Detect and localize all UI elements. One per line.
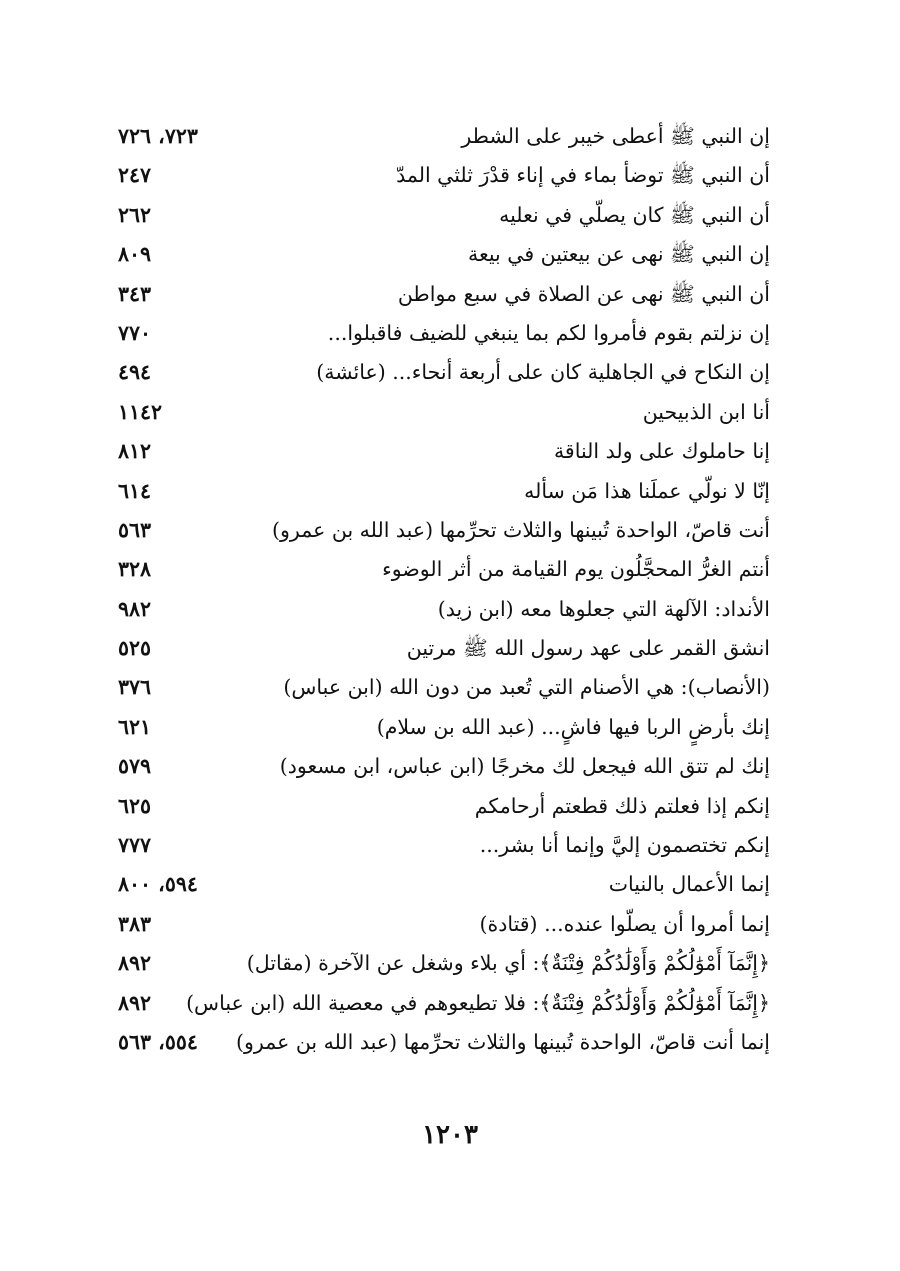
index-entry [118, 197, 770, 236]
entry-page-refs: ٣٢٨ [118, 557, 152, 582]
entry-page-refs: ٧٧٧ [118, 833, 152, 858]
index-entry [118, 551, 770, 590]
hadith-index-list [118, 118, 770, 1063]
entry-page-refs: ٥٦٣ [118, 517, 152, 542]
index-entry [118, 433, 770, 472]
entry-page-refs: ٦٢٥ [118, 793, 152, 818]
entry-page-refs: ٩٨٢ [118, 596, 152, 621]
entry-page-refs: ٧٢٣، ٧٢٦ [118, 124, 198, 148]
index-entry [118, 709, 770, 748]
index-entry [118, 669, 770, 708]
entry-text: إنا حاملوك على ولد الناقة [553, 439, 770, 464]
entry-text: إنك لم تتق الله فيجعل لك مخرجًا (ابن عباس، ابن مسعود) [279, 754, 770, 779]
entry-text: أنتم الغرُّ المحجَّلُون يوم القيامة من أثر الوضوء [382, 557, 770, 582]
index-entry [118, 630, 770, 669]
entry-text: أنا ابن الذبيحين [642, 399, 770, 424]
entry-page-refs: ٨٩٢ [118, 951, 152, 976]
entry-text: إنكم تختصمون إليَّ وإنما أنا بشر... [479, 833, 770, 858]
entry-page-refs: ٢٦٢ [118, 202, 152, 227]
entry-text: إن النبي ﷺ نهى عن بيعتين في بيعة [467, 242, 770, 267]
index-entry [118, 473, 770, 512]
entry-text: إن نزلتم بقوم فأمروا لكم بما ينبغي للضيف فاقبلوا... [327, 320, 770, 345]
entry-page-refs: ١١٤٢ [118, 399, 163, 424]
entry-text: ﴿إِنَّمَآ أَمْوَٰلُكُمْ وَأَوْلَٰدُكُمْ فِتْنَةٌ﴾: فلا تطيعوهم في معصية الله (ابن عباس) [186, 990, 770, 1015]
page-number: ١٢٠٣ [422, 1120, 478, 1150]
entry-text: إنك بأرضٍ الربا فيها فاشٍ... (عبد الله بن سلام) [376, 714, 770, 739]
entry-text: إن النكاح في الجاهلية كان على أربعة أنحاء... (عائشة) [316, 360, 770, 385]
entry-page-refs: ٢٤٧ [118, 163, 152, 188]
entry-text: إنما الأعمال بالنيات [608, 872, 770, 897]
entry-text: إنّا لا نولّي عملَنا هذا مَن سأله [524, 478, 770, 503]
index-entry [118, 788, 770, 827]
index-entry [118, 906, 770, 945]
entry-page-refs: ٥٢٥ [118, 636, 152, 661]
index-entry [118, 985, 770, 1024]
entry-page-refs: ٥٧٩ [118, 754, 152, 779]
entry-page-refs: ٧٧٠ [118, 320, 152, 345]
index-entry [118, 512, 770, 551]
index-entry [118, 354, 770, 393]
entry-page-refs: ٥٥٤، ٥٦٣ [118, 1029, 198, 1054]
entry-page-refs: ٦١٤ [118, 478, 152, 503]
entry-page-refs: ٣٧٦ [118, 675, 152, 700]
entry-page-refs: ٥٩٤، ٨٠٠ [118, 872, 198, 897]
entry-text: انشق القمر على عهد رسول الله ﷺ مرتين [406, 636, 770, 661]
index-entry [118, 157, 770, 196]
index-entry [118, 236, 770, 275]
entry-page-refs: ٨٩٢ [118, 990, 152, 1015]
entry-text: أن النبي ﷺ كان يصلّي في نعليه [499, 202, 770, 227]
index-entry [118, 315, 770, 354]
index-entry [118, 591, 770, 630]
index-entry [118, 276, 770, 315]
entry-page-refs: ٦٢١ [118, 714, 152, 739]
entry-text: ﴿إِنَّمَآ أَمْوَٰلُكُمْ وَأَوْلَٰدُكُمْ فِتْنَةٌ﴾: أي بلاء وشغل عن الآخرة (مقاتل) [246, 951, 770, 976]
entry-text: إنما أمروا أن يصلّوا عنده... (قتادة) [479, 911, 770, 936]
entry-text: أن النبي ﷺ توضأ بماء في إناء قدْرَ ثلثي المدّ [396, 163, 770, 188]
entry-page-refs: ٣٨٣ [118, 911, 152, 936]
entry-text: أنت قاصّ، الواحدة تُبينها والثلاث تحرِّمها (عبد الله بن عمرو) [272, 517, 770, 542]
entry-text: إنما أنت قاصّ، الواحدة تُبينها والثلاث تحرِّمها (عبد الله بن عمرو) [236, 1029, 770, 1054]
index-entry [118, 118, 770, 157]
index-entry [118, 866, 770, 905]
entry-text: الأنداد: الآلهة التي جعلوها معه (ابن زيد) [437, 596, 770, 621]
entry-page-refs: ٨٠٩ [118, 242, 152, 267]
entry-page-refs: ٨١٢ [118, 439, 152, 464]
entry-text: أن النبي ﷺ نهى عن الصلاة في سبع مواطن [397, 281, 770, 306]
entry-text: إنكم إذا فعلتم ذلك قطعتم أرحامكم [474, 793, 770, 818]
entry-text: إن النبي ﷺ أعطى خيبر على الشطر [461, 124, 770, 148]
index-entry [118, 394, 770, 433]
entry-text: (الأنصاب): هي الأصنام التي تُعبد من دون الله (ابن عباس) [283, 675, 770, 700]
entry-page-refs: ٤٩٤ [118, 360, 152, 385]
index-entry [118, 945, 770, 984]
index-entry [118, 748, 770, 787]
index-entry [118, 1024, 770, 1063]
index-entry [118, 827, 770, 866]
entry-page-refs: ٣٤٣ [118, 281, 152, 306]
